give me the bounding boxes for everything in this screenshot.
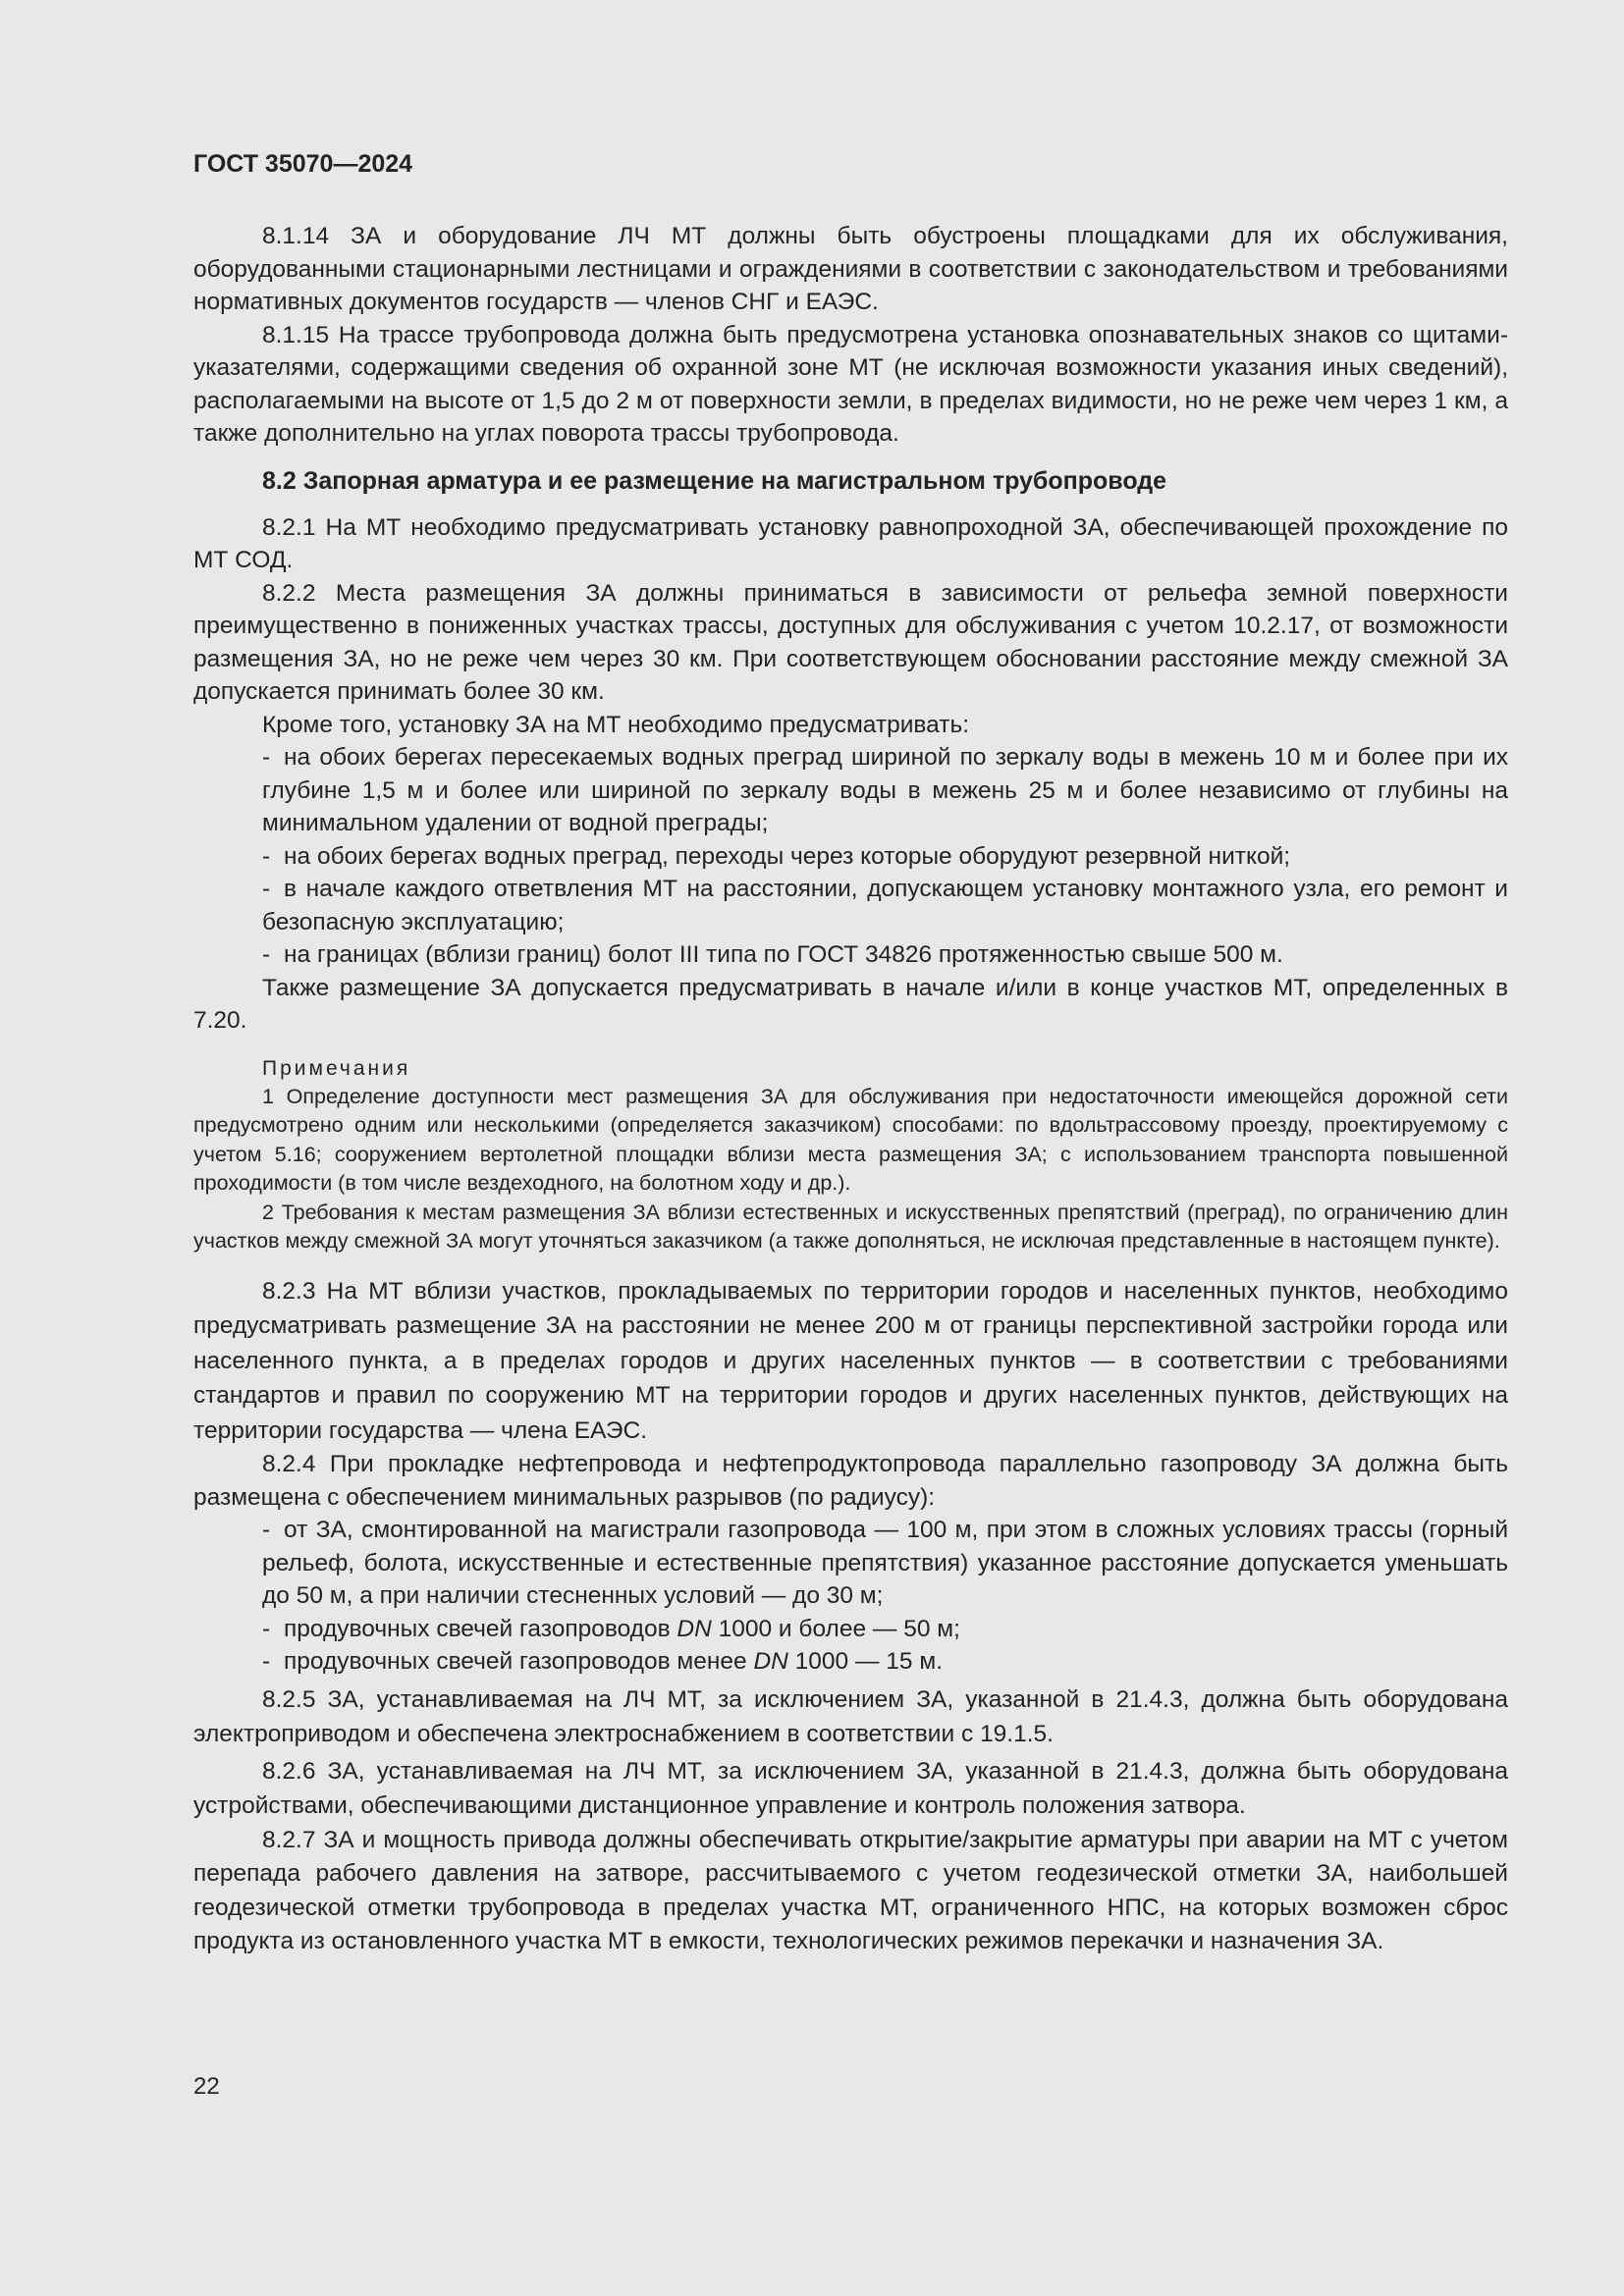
clause-8-2-3: 8.2.3 На МТ вблизи участков, прокладываемых по территории городов и населенных пунктов, необходимо предусматривать размещение ЗА на расстоянии не менее 200 м от границы перспективной застройки города или населенного пункта, а в пределах городов и других населенных пунктов — в соответствии с требованиями стандартов и правил по сооружению МТ на территории городов и других населенных пунктов, действующих на территории государства — члена ЕАЭС. [193,1277,1508,1444]
document-header: ГОСТ 35070—2024 [193,150,413,178]
clause-8-2-3-block [193,1274,1508,1449]
list-dash: - [262,1615,271,1642]
list-dash: - [262,1648,271,1675]
note-2: 2 Требования к местам размещения ЗА вблизи естественных и искусственных препятствий (преград), по ограничению длин участков между смежной ЗА могут уточняться заказчиком (а также дополняться, не исключая представленные в настоящем пункте). [193,1200,1508,1253]
list-item-text: 1000 и более — 50 м; [711,1615,960,1642]
list-item-text: 1000 — 15 м. [787,1648,944,1675]
list-item [193,938,1508,972]
dn-symbol: DN [677,1615,712,1642]
clause-8-2-1: 8.2.1 На МТ необходимо предусматривать установку равнопроходной ЗА, обеспечивающей прохождение по МТ СОД. [193,513,1508,573]
clause-8-2-4: 8.2.4 При прокладке нефтепровода и нефтепродуктопровода параллельно газопроводу ЗА должна быть размещена с обеспечением минимальных разрывов (по радиусу): [193,1451,1508,1511]
list-item [193,840,1508,874]
page-number: 22 [193,2073,220,2100]
dn-symbol: DN [753,1648,788,1675]
clause-8-2-2-intro: Кроме того, установку ЗА на МТ необходимо предусматривать: [262,711,970,738]
note-1: 1 Определение доступности мест размещения ЗА для обслуживания при недостаточности имеющейся дорожной сети предусмотрено одним или несколькими (определяется заказчиком) способами: по вдольтрассовому проезду, проектируемому с учетом 5.16; сооружением вертолетной площадки вблизи места размещения ЗА; с использованием транспорта повышенной проходимости (в том числе вездеходного, на болотном ходу и др.). [193,1084,1508,1195]
list-item [193,1613,1508,1646]
clause-8-2-6: 8.2.6 ЗА, устанавливаемая на ЛЧ МТ, за исключением ЗА, указанной в 21.4.3, должна быть оборудована устройствами, обеспечивающими дистанционное управление и контроль положения затвора. [193,1757,1508,1819]
list-item-text: на обоих берегах пересекаемых водных преград шириной по зеркалу воды в межень 10 м и более при их глубине 1,5 м и более или шириной по зеркалу воды в межень 25 м и более независимо от глубины на минимальном удалении от водной преграды; [262,744,1508,836]
list-item [193,741,1508,840]
notes-title: Примечания [262,1056,411,1080]
list-item-text: в начале каждого ответвления МТ на расстоянии, допускающем установку монтажного узла, его ремонт и безопасную эксплуатацию; [262,876,1508,935]
list-dash: - [262,876,271,902]
list-item-text: продувочных свечей газопроводов [284,1615,677,1642]
section-heading-8-2: 8.2 Запорная арматура и ее размещение на магистральном трубопроводе [262,466,1167,495]
list-item-text: от ЗА, смонтированной на магистрали газопровода — 100 м, при этом в сложных условиях трассы (горный рельеф, болота, искусственные и естественные препятствия) указанное расстояние допускается уменьшать до 50 м, а при наличии стесненных условий — до 30 м; [262,1517,1508,1609]
clause-8-2-2: 8.2.2 Места размещения ЗА должны приниматься в зависимости от рельефа земной поверхности преимущественно в пониженных участках трассы, доступных для обслуживания с учетом 10.2.17, от возможности размещения ЗА, но не реже чем через 30 км. При соответствующем обосновании расстояние между смежной ЗА допускается принимать более 30 км. [193,579,1508,705]
list-dash: - [262,842,271,870]
clause-8-1-15: 8.1.15 На трассе трубопровода должна быть предусмотрена установка опознавательных знаков со щитами-указателями, содержащими сведения об охранной зоне МТ (не исключая возможности указания иных сведений), располагаемыми на высоте от 1,5 до 2 м от поверхности земли, в пределах видимости, но не реже чем через 1 км, а также дополнительно на углах поворота трассы трубопровода. [193,321,1508,447]
clause-8-1-14: 8.1.14 ЗА и оборудование ЛЧ МТ должны быть обустроены площадками для их обслуживания, оборудованными стационарными лестницами и ограждениями в соответствии с законодательством и требованиями нормативных документов государств — членов СНГ и ЕАЭС. [193,223,1508,315]
list-item [193,1645,1508,1679]
list-dash: - [262,941,271,968]
list-item-text: на границах (вблизи границ) болот III типа по ГОСТ 34826 протяженностью свыше 500 м. [284,941,1283,968]
notes-block [193,1055,1508,1256]
list-dash: - [262,744,271,771]
list-dash: - [262,1517,271,1543]
clause-8-2-5: 8.2.5 ЗА, устанавливаемая на ЛЧ МТ, за исключением ЗА, указанной в 21.4.3, должна быть оборудована электроприводом и обеспечена электроснабжением в соответствии с 19.1.5. [193,1685,1508,1747]
clause-8-2-7: 8.2.7 ЗА и мощность привода должны обеспечивать открытие/закрытие арматуры при аварии на МТ с учетом перепада рабочего давления на затворе, рассчитываемого с учетом геодезической отметки ЗА, наибольшей геодезической отметки трубопровода в пределах участка МТ, ограниченного НПС, на которых возможен сброс продукта из остановленного участка МТ в емкости, технологических режимов перекачки и назначения ЗА. [193,1826,1508,1954]
list-item [193,873,1508,938]
clause-8-2-2-addendum: Также размещение ЗА допускается предусматривать в начале и/или в конце участков МТ, определенных в 7.20. [193,974,1508,1034]
list-item-text: на обоих берегах водных преград, переходы через которые оборудуют резервной ниткой; [284,842,1291,870]
list-item [193,1514,1508,1613]
list-item-text: продувочных свечей газопроводов менее [284,1648,754,1675]
